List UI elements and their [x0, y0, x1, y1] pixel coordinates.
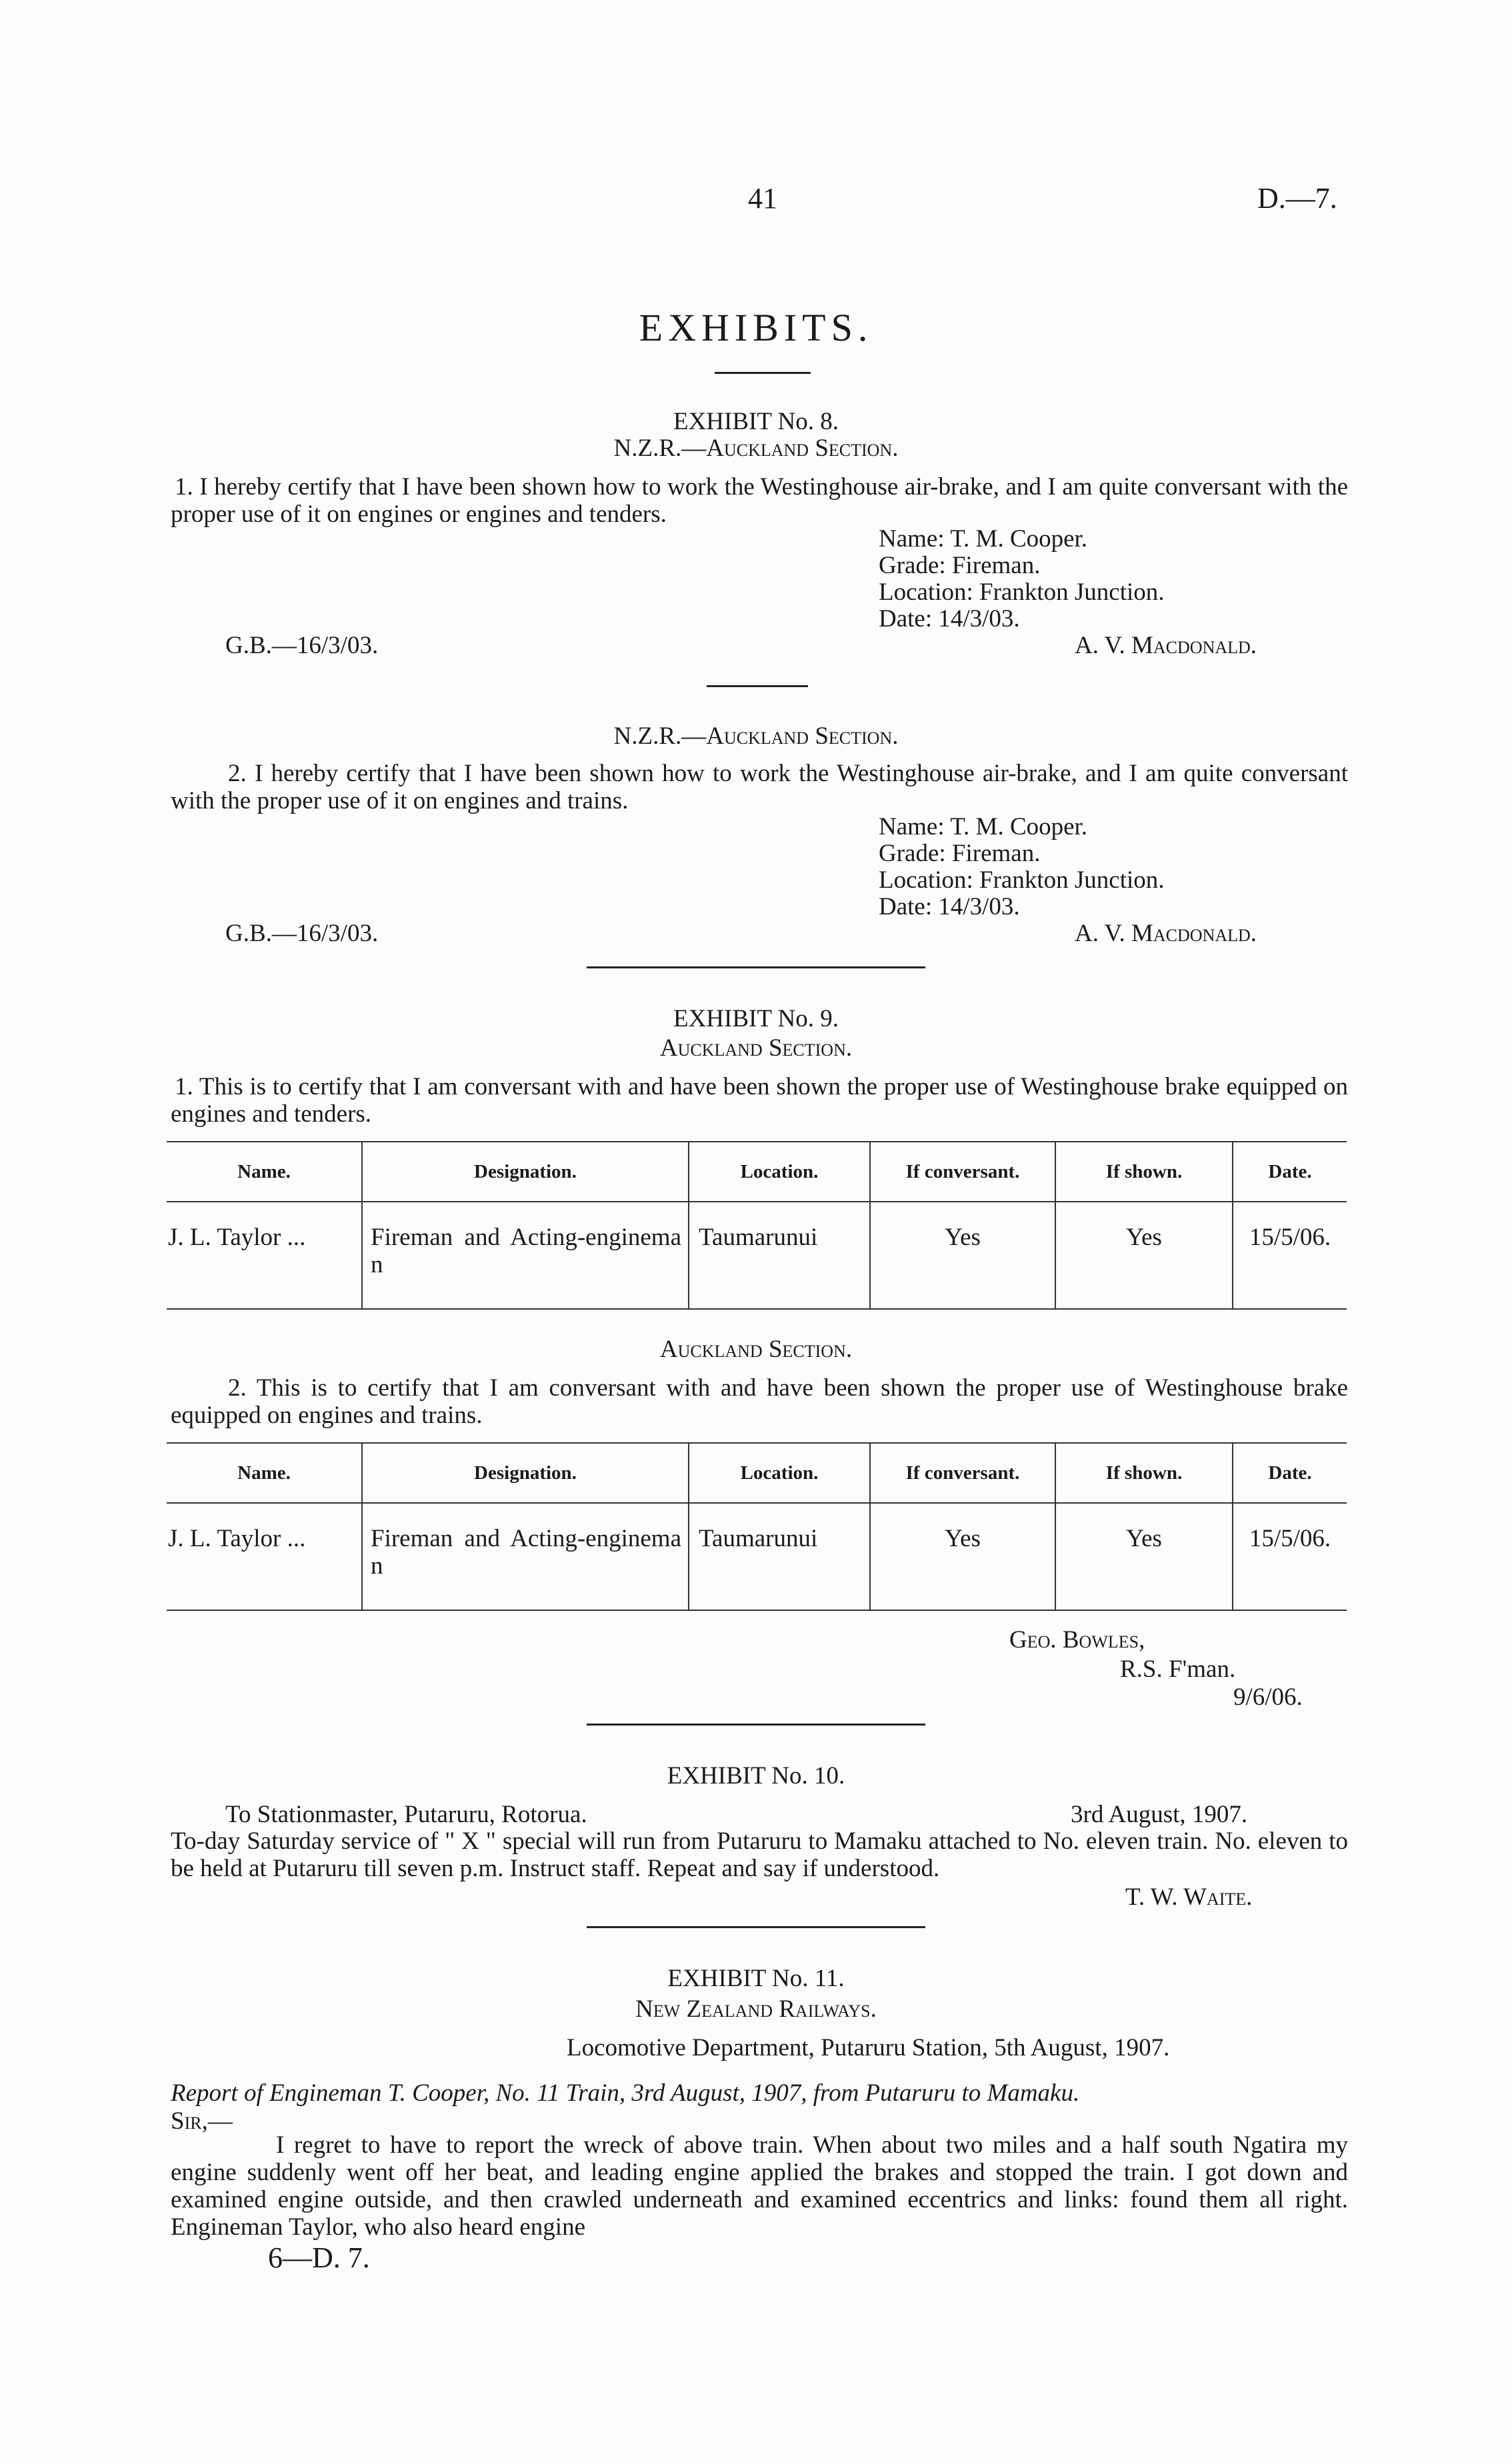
- col-designation: Designation.: [362, 1443, 689, 1503]
- col-if-shown: If shown.: [1055, 1443, 1233, 1503]
- exhibit-11-salutation: Sir,—: [171, 2107, 233, 2135]
- exhibit-9-signature-name: Geo. Bowles,: [1009, 1626, 1145, 1654]
- exhibit-11-heading: EXHIBIT No. 11.: [667, 1965, 845, 1992]
- footer-signature-mark: 6—D. 7.: [268, 2241, 370, 2274]
- cell-if-conversant: Yes: [870, 1202, 1055, 1309]
- cell-name: J. L. Taylor ...: [167, 1202, 362, 1309]
- exhibit-8-2-grade: Grade: Fireman.: [879, 840, 1041, 867]
- cell-location: Taumarunui: [689, 1202, 870, 1309]
- col-date: Date.: [1233, 1443, 1347, 1503]
- title-rule: [715, 372, 811, 374]
- page-title: EXHIBITS.: [639, 306, 873, 349]
- exhibit-8-2-name: Name: T. M. Cooper.: [879, 813, 1088, 840]
- exhibit-divider: [587, 1926, 925, 1928]
- cell-if-shown: Yes: [1055, 1503, 1233, 1610]
- cell-location: Taumarunui: [689, 1503, 870, 1610]
- exhibit-10-recipient: To Stationmaster, Putaruru, Rotorua.: [225, 1801, 587, 1828]
- exhibit-8-heading: EXHIBIT No. 8.: [673, 408, 839, 435]
- col-if-shown: If shown.: [1055, 1142, 1233, 1202]
- exhibit-8-certificate-1-text: 1. I hereby certify that I have been shown how to work the Westinghouse air-brake, and I am quite conversant with the proper use of it on engines or engines and tenders.: [171, 473, 1348, 528]
- document-reference: D.—7.: [1257, 182, 1337, 215]
- exhibit-9-signature-title: R.S. F'man.: [1120, 1656, 1236, 1683]
- col-name: Name.: [167, 1443, 362, 1503]
- exhibit-8-section-2-title: N.Z.R.—Auckland Section.: [613, 722, 899, 750]
- col-date: Date.: [1233, 1142, 1347, 1202]
- exhibit-9-section-1-title: Auckland Section.: [659, 1034, 853, 1062]
- exhibit-8-section-1-title: N.Z.R.—Auckland Section.: [613, 435, 899, 462]
- exhibit-divider: [587, 966, 925, 968]
- exhibit-8-1-name: Name: T. M. Cooper.: [879, 525, 1088, 553]
- exhibit-10-signature: T. W. Waite.: [1125, 1883, 1253, 1911]
- exhibit-9-signature-date: 9/6/06.: [1233, 1684, 1303, 1711]
- cell-name: J. L. Taylor ...: [167, 1503, 362, 1610]
- col-location: Location.: [689, 1443, 870, 1503]
- exhibit-8-certificate-2-text: 2. I hereby certify that I have been shown how to work the Westinghouse air-brake, and I am quite conversant with the proper use of it on engines and trains.: [171, 760, 1348, 814]
- exhibit-10-heading: EXHIBIT No. 10.: [667, 1762, 845, 1790]
- exhibit-divider: [587, 1724, 925, 1726]
- exhibit-8-1-date: Date: 14/3/03.: [879, 605, 1020, 632]
- exhibit-9-certificate-1-text: 1. This is to certify that I am conversant with and have been shown the proper use of Westinghouse brake equipped on engines and tenders.: [171, 1073, 1348, 1128]
- cell-date: 15/5/06.: [1249, 1525, 1331, 1552]
- exhibit-8-2-location: Location: Frankton Junction.: [879, 866, 1165, 894]
- exhibit-11-report-title: Report of Engineman T. Cooper, No. 11 Train, 3rd August, 1907, from Putaruru to Mamaku.: [171, 2079, 1080, 2107]
- exhibit-9-heading: EXHIBIT No. 9.: [673, 1005, 839, 1032]
- table-row: [167, 1202, 1347, 1309]
- exhibit-9-table-2: [167, 1442, 1347, 1611]
- exhibit-8-2-date: Date: 14/3/03.: [879, 893, 1020, 920]
- exhibit-9-certificate-2-text: 2. This is to certify that I am conversant with and have been shown the proper use of Westinghouse brake equipped on engines and trains.: [171, 1374, 1348, 1429]
- exhibit-8-1-location: Location: Frankton Junction.: [879, 579, 1165, 606]
- exhibit-8-2-gb-stamp: G.B.—16/3/03.: [225, 920, 379, 947]
- exhibit-8-1-gb-stamp: G.B.—16/3/03.: [225, 632, 379, 659]
- table-header-row: [167, 1142, 1347, 1202]
- cell-designation: Fireman and Acting-engineman: [362, 1202, 689, 1309]
- exhibit-11-organisation: New Zealand Railways.: [635, 1995, 877, 2023]
- exhibit-10-date: 3rd August, 1907.: [1071, 1801, 1248, 1828]
- table-row: [167, 1503, 1347, 1610]
- exhibit-11-department-line: Locomotive Department, Putaruru Station, 5th August, 1907.: [567, 2034, 1170, 2061]
- col-designation: Designation.: [362, 1142, 689, 1202]
- exhibit-10-message: To-day Saturday service of " X " special will run from Putaruru to Mamaku attached to No. eleven train. No. eleven to be held at Putaruru till seven p.m. Instruct staff. Repeat and say if understood.: [171, 1828, 1348, 1882]
- section-rule: [707, 685, 808, 687]
- cell-designation: Fireman and Acting-engineman: [362, 1503, 689, 1610]
- page-number: 41: [748, 182, 777, 215]
- exhibit-8-2-signature: A. V. Macdonald.: [1075, 920, 1257, 947]
- cell-if-shown: Yes: [1055, 1202, 1233, 1309]
- col-if-conversant: If conversant.: [870, 1443, 1055, 1503]
- exhibit-9-section-2-title: Auckland Section.: [659, 1336, 853, 1363]
- exhibit-11-report-body: I regret to have to report the wreck of above train. When about two miles and a half south Ngatira my engine suddenly went off her beat, and leading engine applied the brakes and stopped the train. I got down and examined engine outside, and then crawled underneath and examined eccentrics and links: found them all right. Engineman Taylor, who also heard engine: [171, 2131, 1348, 2241]
- cell-if-conversant: Yes: [870, 1503, 1055, 1610]
- exhibit-9-table-1: [167, 1141, 1347, 1310]
- col-location: Location.: [689, 1142, 870, 1202]
- col-if-conversant: If conversant.: [870, 1142, 1055, 1202]
- exhibit-8-1-signature: A. V. Macdonald.: [1075, 632, 1257, 659]
- exhibit-8-1-grade: Grade: Fireman.: [879, 552, 1041, 579]
- table-header-row: [167, 1443, 1347, 1503]
- cell-date: 15/5/06.: [1249, 1224, 1331, 1251]
- col-name: Name.: [167, 1142, 362, 1202]
